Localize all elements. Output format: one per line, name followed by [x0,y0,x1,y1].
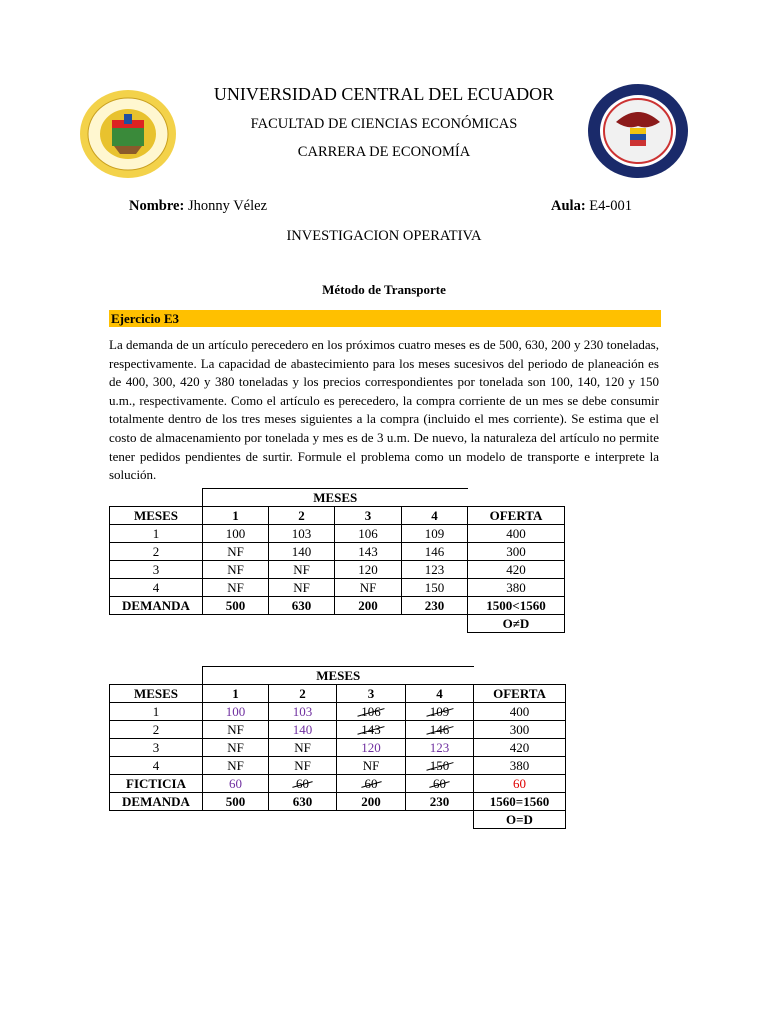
cell [406,775,474,793]
demand-row [110,597,565,615]
table-row [110,525,565,543]
cell: 200 [335,597,402,615]
cell: 420 [468,561,565,579]
cell [406,703,474,721]
cell: NF [269,757,337,775]
cell: 300 [468,543,565,561]
cell: NF [203,757,269,775]
cell: NF [203,561,269,579]
cell: 143 [335,543,402,561]
cell [337,775,406,793]
cell: 60 [203,775,269,793]
cell: NF [203,739,269,757]
cell: 300 [474,721,566,739]
cell: 140 [269,721,337,739]
cell [337,721,406,739]
exercise-heading: Ejercicio E3 [109,310,661,327]
cell: 200 [337,793,406,811]
table-row [110,579,565,597]
cell: NF [335,579,402,597]
header-cell: 2 [269,685,337,703]
cell: NF [203,721,269,739]
name-label: Nombre: [129,198,185,214]
name-value: Jhonny Vélez [184,198,268,214]
cell: FICTICIA [110,775,203,793]
cell: 120 [335,561,402,579]
cell: 420 [474,739,566,757]
cell: 1 [110,703,203,721]
table-row [110,739,566,757]
cell: 103 [269,703,337,721]
crossed-value: 143 [361,722,381,737]
cell: NF [337,757,406,775]
crossed-value: 146 [429,722,450,737]
aula-value: E4-001 [585,198,632,214]
balance-note: O=D [474,811,566,829]
cell: 1 [110,525,203,543]
method-title: Método de Transporte [322,282,446,297]
crossed-value: 109 [429,704,450,719]
header-cell: MESES [110,507,203,525]
cell: 1500<1560 [468,597,565,615]
cell: 2 [110,721,203,739]
cell [406,721,474,739]
cell: 103 [269,525,335,543]
cell: 630 [269,597,335,615]
cell: NF [203,543,269,561]
cell: 500 [203,597,269,615]
cell: 140 [269,543,335,561]
cell: 500 [203,793,269,811]
cell: 146 [402,543,468,561]
table-row [110,721,566,739]
cell: 2 [110,543,203,561]
cost-table-balanced [109,666,566,829]
header-cell: 2 [269,507,335,525]
header-cell: 1 [203,685,269,703]
table-row [110,543,565,561]
cell: 380 [468,579,565,597]
cell: 3 [110,739,203,757]
cell: 4 [110,757,203,775]
cell: 230 [402,597,468,615]
header-cell: OFERTA [474,685,566,703]
header-cell: OFERTA [468,507,565,525]
cell: NF [269,579,335,597]
cell: 100 [203,525,269,543]
cell: DEMANDA [110,597,203,615]
cell: NF [203,579,269,597]
cell: 400 [474,703,566,721]
problem-statement: La demanda de un artículo perecedero en los próximos cuatro meses es de 500, 630, 200 y 230 toneladas, respectivamente. La capacidad de abastecimiento para los meses sucesivos del periodo de planeación es de 400, 300, 420 y 380 toneladas y los precios correspondientes por tonelada son 100, 140, 120 y 150 u.m., respectivamente. Como el artículo es perecedero, la compra corriente de un mes se debe consumir totalmente dentro de los tres meses siguientes a la compra (incluido el mes corriente). Se estima que el costo de almacenamiento por tonelada y mes es de 3 u.m. De nuevo, la naturaleza del artículo no permite tener pedidos pendientes de surtir. Formule el problema como un modelo de transporte e interprete la solución. [109,337,659,483]
cell: 630 [269,793,337,811]
cell: 123 [406,739,474,757]
header-cell: 4 [402,507,468,525]
cell [269,775,337,793]
crossed-value: 60 [364,776,378,791]
crossed-value: 106 [361,704,381,719]
group-header: MESES [203,489,468,507]
cost-table-original [109,488,565,633]
cell [406,757,474,775]
cell: 3 [110,561,203,579]
classroom [551,198,632,215]
student-name [129,198,267,215]
university-title: UNIVERSIDAD CENTRAL DEL ECUADOR [213,84,555,104]
crossed-value: 60 [296,776,309,791]
cell: 109 [402,525,468,543]
table-row [110,561,565,579]
cell: 123 [402,561,468,579]
crossed-value: 150 [429,758,450,773]
header-cell: 3 [335,507,402,525]
table-header-row [110,507,565,525]
balance-note: O≠D [468,615,565,633]
cell: 400 [468,525,565,543]
group-header: MESES [203,667,474,685]
cell [337,703,406,721]
aula-label: Aula: [551,198,586,214]
faculty-title: FACULTAD DE CIENCIAS ECONÓMICAS [250,116,518,132]
demand-row [110,793,566,811]
table-header-row [110,685,566,703]
header-cell: 1 [203,507,269,525]
career-title: CARRERA DE ECONOMÍA [297,144,471,160]
cell: 100 [203,703,269,721]
crossed-value: 60 [433,776,446,791]
dummy-row [110,775,566,793]
header-cell: 4 [406,685,474,703]
cell: 106 [335,525,402,543]
subject-title: INVESTIGACION OPERATIVA [286,228,482,244]
cell: 1560=1560 [474,793,566,811]
header-cell: 3 [337,685,406,703]
header-cell: MESES [110,685,203,703]
table-row [110,703,566,721]
cell: 120 [337,739,406,757]
table-row [110,757,566,775]
cell: 4 [110,579,203,597]
cell: 60 [474,775,566,793]
cell: NF [269,561,335,579]
cell: 150 [402,579,468,597]
cell: 380 [474,757,566,775]
cell: 230 [406,793,474,811]
cell: NF [269,739,337,757]
cell: DEMANDA [110,793,203,811]
